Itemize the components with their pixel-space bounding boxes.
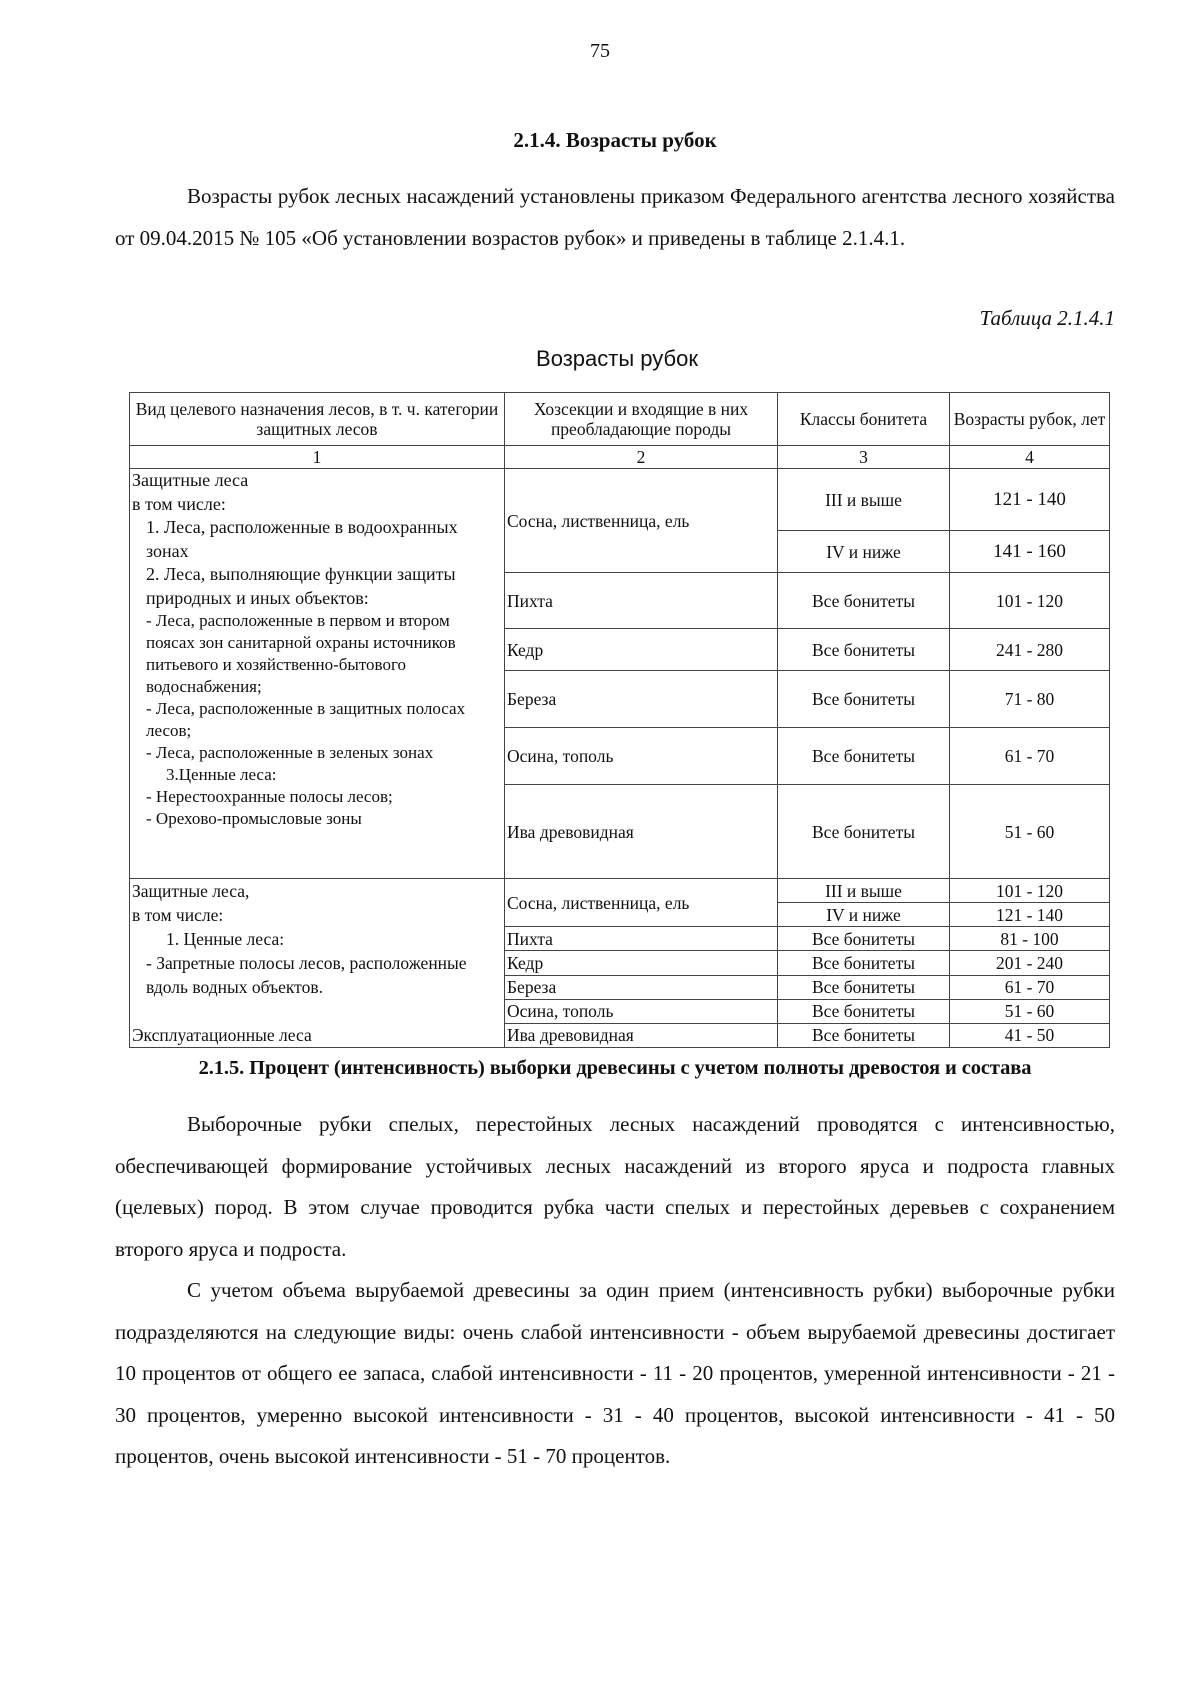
category-line: [132, 999, 502, 1023]
class-cell: Все бонитеты: [778, 629, 950, 671]
column-number: 2: [505, 446, 778, 469]
column-number: 3: [778, 446, 950, 469]
class-cell: Все бонитеты: [778, 1023, 950, 1047]
species-cell: Ива древовидная: [505, 785, 778, 879]
page-number: 75: [590, 40, 610, 62]
header-cell: Классы бонитета: [778, 393, 950, 446]
category-line: в том числе:: [132, 493, 226, 514]
class-cell: Все бонитеты: [778, 785, 950, 879]
category-line: в том числе:: [132, 905, 224, 925]
class-cell: IV и ниже: [778, 531, 950, 573]
category-line: Защитные леса,: [132, 881, 250, 901]
age-cell: 141 - 160: [950, 531, 1110, 573]
class-cell: Все бонитеты: [778, 975, 950, 999]
category-line: Защитные леса: [132, 470, 249, 490]
species-cell: Осина, тополь: [505, 728, 778, 785]
age-cell: 121 - 140: [950, 903, 1110, 927]
category-line: 1. Ценные леса:: [166, 929, 285, 949]
table-label: Таблица 2.1.4.1: [979, 306, 1115, 330]
category-line: - Нерестоохранные полосы лесов;: [146, 787, 393, 806]
column-number: 4: [950, 446, 1110, 469]
class-cell: Все бонитеты: [778, 999, 950, 1023]
species-cell: Пихта: [505, 927, 778, 951]
class-cell: IV и ниже: [778, 903, 950, 927]
species-cell: Береза: [505, 671, 778, 728]
section-2-1-4-paragraph: Возрасты рубок лесных насаждений установлены приказом Федерального агентства лесного хозяйства от 09.04.2015 № 105 «Об установлении возрастов рубок» и приведены в таблице 2.1.4.1.: [115, 184, 1115, 250]
age-cell: 101 - 120: [950, 573, 1110, 629]
header-cell: Возрасты рубок, лет: [950, 393, 1110, 446]
species-cell: Пихта: [505, 573, 778, 629]
age-cell: 101 - 120: [950, 879, 1110, 903]
class-cell: III и выше: [778, 469, 950, 531]
category-line: - Орехово-промысловые зоны: [146, 809, 362, 828]
category-line: - Запретные полосы лесов, расположенные вдоль водных объектов.: [146, 953, 467, 997]
species-cell: Кедр: [505, 629, 778, 671]
species-cell: Ива древовидная: [505, 1023, 778, 1047]
class-cell: Все бонитеты: [778, 573, 950, 629]
species-cell: Осина, тополь: [505, 999, 778, 1023]
section-2-1-5-paragraph-2: С учетом объема вырубаемой древесины за один прием (интенсивность рубки) выборочные рубки подразделяются на следующие виды: очень слабой интенсивности - объем вырубаемой древесины достигает 10 процентов от общего ее запаса, слабой интенсивности - 11 - 20 процентов, умеренной интенсивности - 21 - 30 процентов, умеренно высокой интенсивности - 31 - 40 процентов, высокой интенсивности - 41 - 50 процентов, очень высокой интенсивности - 51 - 70 процентов.: [115, 1278, 1115, 1468]
category-line: - Леса, расположенные в первом и втором поясах зон санитарной охраны источников питьевого и хозяйственно-бытового водоснабжения;: [146, 611, 456, 696]
section-2-1-5-paragraph-1: Выборочные рубки спелых, перестойных лесных насаждений проводятся с интенсивностью, обеспечивающей формирование устойчивых лесных насаждений из второго яруса и подроста главных (целевых) пород. В этом случае проводится рубка части спелых и перестойных деревьев с сохранением второго яруса и подроста.: [115, 1112, 1115, 1261]
category-line: 1. Леса, расположенные в водоохранных зонах: [146, 517, 458, 561]
category-line: - Леса, расположенные в защитных полосах лесов;: [146, 699, 466, 740]
table-title: Возрасты рубок: [536, 346, 698, 371]
section-title-2-1-4: 2.1.4. Возрасты рубок: [513, 128, 717, 152]
age-cell: 201 - 240: [950, 951, 1110, 975]
age-cell: 121 - 140: [950, 469, 1110, 531]
age-cell: 61 - 70: [950, 728, 1110, 785]
column-number: 1: [130, 446, 505, 469]
category-line: Эксплуатационные леса: [132, 1025, 312, 1045]
class-cell: Все бонитеты: [778, 728, 950, 785]
table-header-row: [130, 393, 1110, 446]
category-line: 3.Ценные леса:: [166, 765, 277, 784]
header-cell: Вид целевого назначения лесов, в т. ч. категории защитных лесов: [130, 393, 505, 446]
species-cell: Сосна, лиственница, ель: [505, 469, 778, 573]
age-cell: 71 - 80: [950, 671, 1110, 728]
table-row: [130, 469, 1110, 531]
age-cell: 41 - 50: [950, 1023, 1110, 1047]
class-cell: Все бонитеты: [778, 927, 950, 951]
category-line: - Леса, расположенные в зеленых зонах: [146, 743, 434, 762]
column-number-row: [130, 446, 1110, 469]
header-cell: Хозсекции и входящие в них преобладающие породы: [505, 393, 778, 446]
category-cell: [130, 469, 505, 879]
species-cell: Береза: [505, 975, 778, 999]
section-title-2-1-5: 2.1.5. Процент (интенсивность) выборки древесины с учетом полноты древостоя и состава: [198, 1057, 1032, 1079]
table-row: [130, 879, 1110, 903]
age-cell: 51 - 60: [950, 785, 1110, 879]
class-cell: Все бонитеты: [778, 951, 950, 975]
class-cell: III и выше: [778, 879, 950, 903]
species-cell: Сосна, лиственница, ель: [505, 879, 778, 927]
age-cell: 241 - 280: [950, 629, 1110, 671]
species-cell: Кедр: [505, 951, 778, 975]
category-line: 2. Леса, выполняющие функции защиты природных и иных объектов:: [146, 564, 456, 608]
cutting-ages-table: [129, 392, 1110, 1048]
age-cell: 51 - 60: [950, 999, 1110, 1023]
class-cell: Все бонитеты: [778, 671, 950, 728]
age-cell: 61 - 70: [950, 975, 1110, 999]
category-cell: [130, 879, 505, 1048]
age-cell: 81 - 100: [950, 927, 1110, 951]
